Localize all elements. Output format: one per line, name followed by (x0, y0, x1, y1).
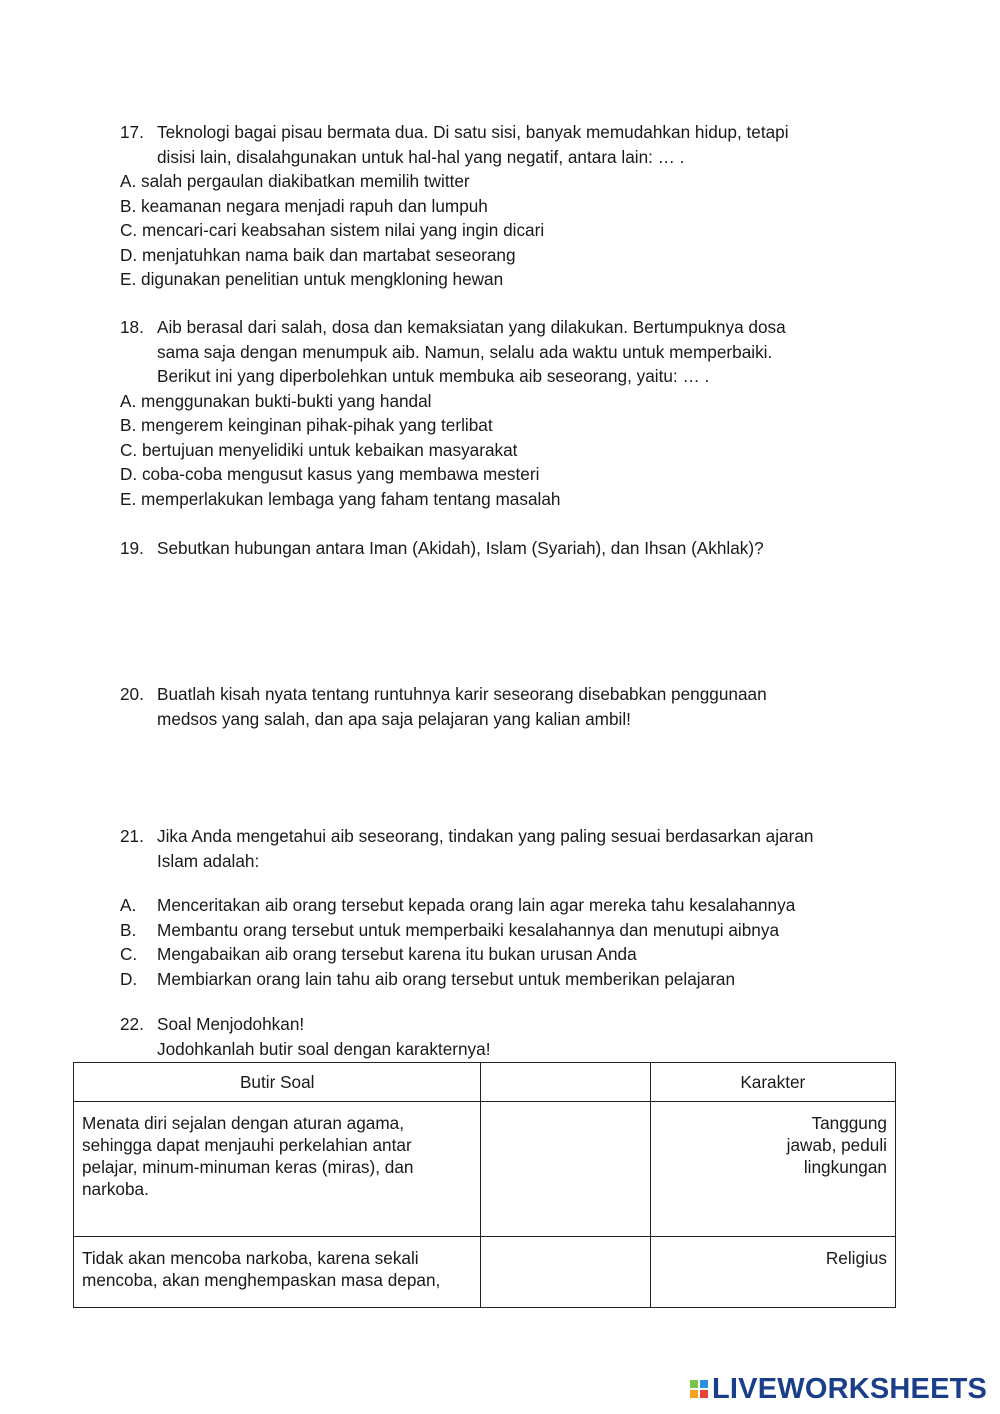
character-line: jawab, peduli (786, 1135, 887, 1155)
question-text-line: Islam adalah: (157, 850, 260, 871)
option-text: Membiarkan orang lain tahu aib orang tersebut untuk memberikan pelajaran (157, 968, 736, 989)
answer-option-d[interactable]: D. menjatuhkan nama baik dan martabat seseorang (120, 244, 516, 265)
matching-table (73, 1062, 896, 1308)
question-number: 18. (120, 317, 144, 337)
question-text-line: medsos yang salah, dan apa saja pelajaran yang kalian ambil! (157, 708, 631, 729)
statement-line: sehingga dapat menjauhi perkelahian antar (82, 1135, 412, 1155)
character-line: Tanggung (811, 1113, 887, 1133)
match-drop-zone[interactable] (481, 1102, 650, 1237)
question-text-line: sama saja dengan menumpuk aib. Namun, selalu ada waktu untuk memperbaiki. (157, 341, 773, 362)
question-22 (120, 1012, 880, 1061)
table-row (74, 1102, 896, 1237)
table-header-row (74, 1063, 896, 1102)
option-text: Membantu orang tersebut untuk memperbaiki kesalahannya dan menutupi aibnya (157, 919, 779, 940)
question-number: 22. (120, 1014, 144, 1034)
character-line: lingkungan (803, 1157, 887, 1177)
statement-cell[interactable] (74, 1237, 481, 1308)
answer-option-c[interactable]: C. bertujuan menyelidiki untuk kebaikan masyarakat (120, 439, 518, 460)
answer-option-d[interactable] (120, 967, 880, 992)
answer-option-c[interactable]: C. mencari-cari keabsahan sistem nilai yang ingin dicari (120, 220, 545, 240)
answer-option-b[interactable]: B. mengerem keinginan pihak-pihak yang terlibat (120, 415, 493, 435)
question-text-line: Sebutkan hubungan antara Iman (Akidah), Islam (Syariah), dan Ihsan (Akhlak)? (157, 538, 764, 558)
answer-option-e[interactable]: E. digunakan penelitian untuk mengkloning hewan (120, 269, 504, 289)
answer-option-a[interactable]: A. menggunakan bukti-bukti yang handal (120, 390, 432, 411)
question-17 (120, 120, 880, 292)
liveworksheets-logo-icon (690, 1380, 708, 1398)
question-19 (120, 536, 880, 561)
option-text: Mengabaikan aib orang tersebut karena itu bukan urusan Anda (157, 944, 637, 964)
question-number: 19. (120, 538, 144, 558)
question-number: 17. (120, 122, 144, 142)
answer-option-e[interactable]: E. memperlakukan lembaga yang faham tentang masalah (120, 488, 561, 509)
question-text-line: Jika Anda mengetahui aib seseorang, tindakan yang paling sesuai berdasarkan ajaran (157, 826, 814, 846)
statement-line: Tidak akan mencoba narkoba, karena sekali (82, 1248, 419, 1268)
character-cell[interactable] (650, 1237, 895, 1308)
answer-option-a[interactable]: A. salah pergaulan diakibatkan memilih twitter (120, 171, 470, 191)
answer-option-b[interactable]: B. keamanan negara menjadi rapuh dan lumpuh (120, 195, 488, 216)
question-text-line: Jodohkanlah butir soal dengan karakternya! (157, 1038, 491, 1059)
header-karakter: Karakter (650, 1063, 895, 1102)
option-text: Menceritakan aib orang tersebut kepada orang lain agar mereka tahu kesalahannya (157, 895, 796, 915)
character-line: Religius (825, 1248, 887, 1268)
statement-line: mencoba, akan menghempaskan masa depan, (82, 1270, 441, 1290)
header-butir-soal: Butir Soal (74, 1063, 481, 1102)
answer-option-b[interactable] (120, 918, 880, 943)
statement-cell[interactable] (74, 1102, 481, 1237)
statement-line: narkoba. (82, 1179, 149, 1199)
table-row (74, 1237, 896, 1308)
question-18 (120, 315, 880, 511)
question-number: 20. (120, 684, 144, 704)
statement-line: pelajar, minum-minuman keras (miras), dan (82, 1157, 414, 1177)
liveworksheets-logo[interactable] (690, 1374, 987, 1404)
question-21 (120, 824, 880, 991)
question-number: 21. (120, 826, 144, 846)
question-20 (120, 682, 880, 731)
logo-text: LIVEWORKSHEETS (712, 1372, 988, 1405)
question-text-line: Teknologi bagai pisau bermata dua. Di satu sisi, banyak memudahkan hidup, tetapi (157, 122, 789, 142)
option-letter: A. (120, 895, 137, 915)
header-blank (481, 1063, 650, 1102)
option-letter: D. (120, 968, 138, 989)
question-text-line: Soal Menjodohkan! (157, 1014, 305, 1034)
option-letter: C. (120, 944, 138, 964)
question-text-line: Aib berasal dari salah, dosa dan kemaksiatan yang dilakukan. Bertumpuknya dosa (157, 317, 786, 337)
option-letter: B. (120, 919, 137, 940)
question-text-line: Buatlah kisah nyata tentang runtuhnya karir seseorang disebabkan penggunaan (157, 684, 767, 704)
character-cell[interactable] (650, 1102, 895, 1237)
answer-option-a[interactable] (120, 893, 880, 918)
question-text-line: disisi lain, disalahgunakan untuk hal-hal yang negatif, antara lain: … . (157, 146, 685, 167)
answer-option-d[interactable]: D. coba-coba mengusut kasus yang membawa mesteri (120, 464, 540, 484)
match-drop-zone[interactable] (481, 1237, 650, 1308)
statement-line: Menata diri sejalan dengan aturan agama, (82, 1113, 405, 1133)
question-text-line: Berikut ini yang diperbolehkan untuk membuka aib seseorang, yaitu: … . (157, 366, 710, 386)
answer-option-c[interactable] (120, 942, 880, 967)
